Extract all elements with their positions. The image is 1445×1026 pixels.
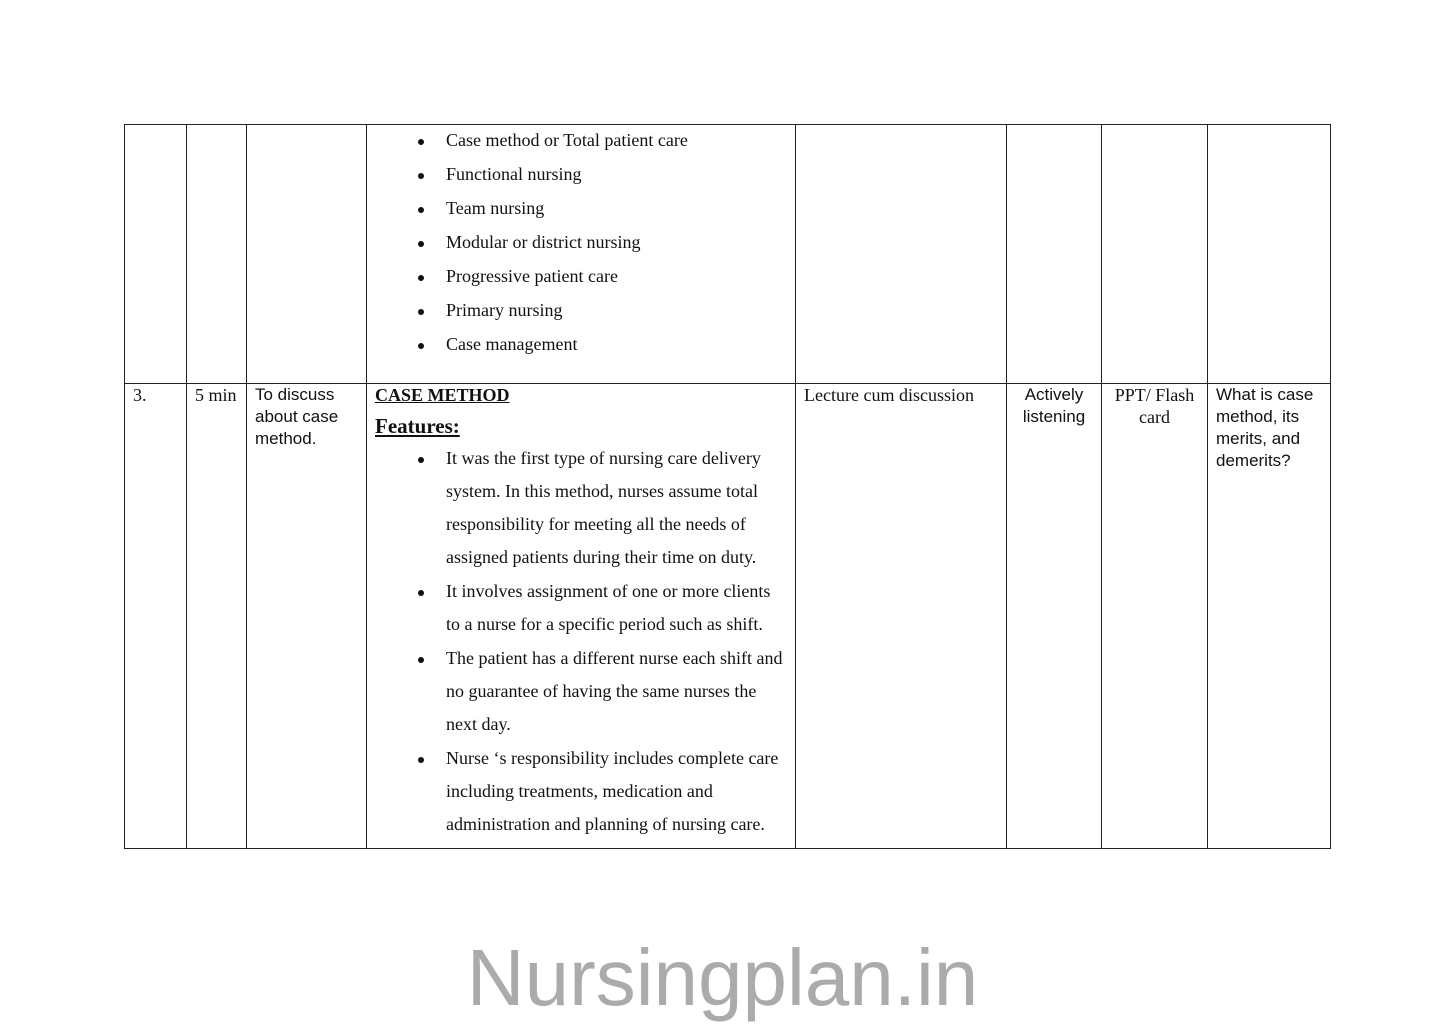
- list-item-text: Case management: [446, 334, 578, 354]
- list-item-text: Progressive patient care: [446, 266, 618, 286]
- time-cell: 5 min: [187, 384, 247, 849]
- list-item: [375, 297, 787, 331]
- objective-cell: To discuss about case method.: [247, 384, 367, 849]
- list-item: [375, 161, 787, 195]
- evaluation-cell: What is case method, its merits, and demerits?: [1208, 384, 1331, 849]
- bullet-icon: [418, 275, 424, 281]
- list-item-text: Team nursing: [446, 198, 545, 218]
- objective-cell: [247, 125, 367, 384]
- lesson-plan-table: [124, 124, 1331, 849]
- bullet-icon: [418, 757, 424, 763]
- bullet-icon: [418, 207, 424, 213]
- bullet-icon: [418, 139, 424, 145]
- bullet-icon: [418, 590, 424, 596]
- bullet-list: [375, 125, 787, 365]
- bullet-icon: [418, 343, 424, 349]
- learner-activity-cell: Actively listening: [1007, 384, 1102, 849]
- watermark-text: Nursingplan.in: [466, 933, 979, 1022]
- teaching-method-cell: [796, 125, 1007, 384]
- content-cell: [367, 125, 796, 384]
- list-item: [375, 442, 787, 574]
- content-heading: CASE METHOD: [375, 385, 510, 405]
- bullet-list: [375, 442, 787, 841]
- bullet-icon: [418, 309, 424, 315]
- list-item-text: Functional nursing: [446, 164, 582, 184]
- sno-cell: [125, 125, 187, 384]
- list-item-text: Nurse ‘s responsibility includes complete care including treatments, medication and administration and planning of nursing care.: [446, 748, 779, 834]
- list-item-text: It was the first type of nursing care delivery system. In this method, nurses assume total responsibility for meeting all the needs of assigned patients during their time on duty.: [446, 448, 761, 567]
- sno-cell: 3.: [125, 384, 187, 849]
- teaching-method-cell: Lecture cum discussion: [796, 384, 1007, 849]
- list-item: [375, 195, 787, 229]
- bullet-icon: [418, 173, 424, 179]
- table-row: [125, 125, 1331, 384]
- av-aids-cell: [1102, 125, 1208, 384]
- table-row: [125, 384, 1331, 849]
- content-cell: [367, 384, 796, 849]
- list-item: [375, 229, 787, 263]
- bullet-icon: [418, 657, 424, 663]
- bullet-icon: [418, 457, 424, 463]
- list-item-text: The patient has a different nurse each shift and no guarantee of having the same nurses the next day.: [446, 648, 783, 734]
- list-item: [375, 575, 787, 641]
- list-item: [375, 742, 787, 841]
- content-subheading: Features:: [375, 414, 460, 438]
- list-item: [375, 127, 787, 161]
- list-item-text: Case method or Total patient care: [446, 130, 688, 150]
- learner-activity-cell: [1007, 125, 1102, 384]
- list-item-text: It involves assignment of one or more clients to a nurse for a specific period such as shift.: [446, 581, 771, 634]
- list-item-text: Modular or district nursing: [446, 232, 641, 252]
- list-item: [375, 642, 787, 741]
- list-item: [375, 263, 787, 297]
- av-aids-cell: PPT/ Flash card: [1102, 384, 1208, 849]
- evaluation-cell: [1208, 125, 1331, 384]
- list-item: [375, 331, 787, 365]
- time-cell: [187, 125, 247, 384]
- bullet-icon: [418, 241, 424, 247]
- list-item-text: Primary nursing: [446, 300, 563, 320]
